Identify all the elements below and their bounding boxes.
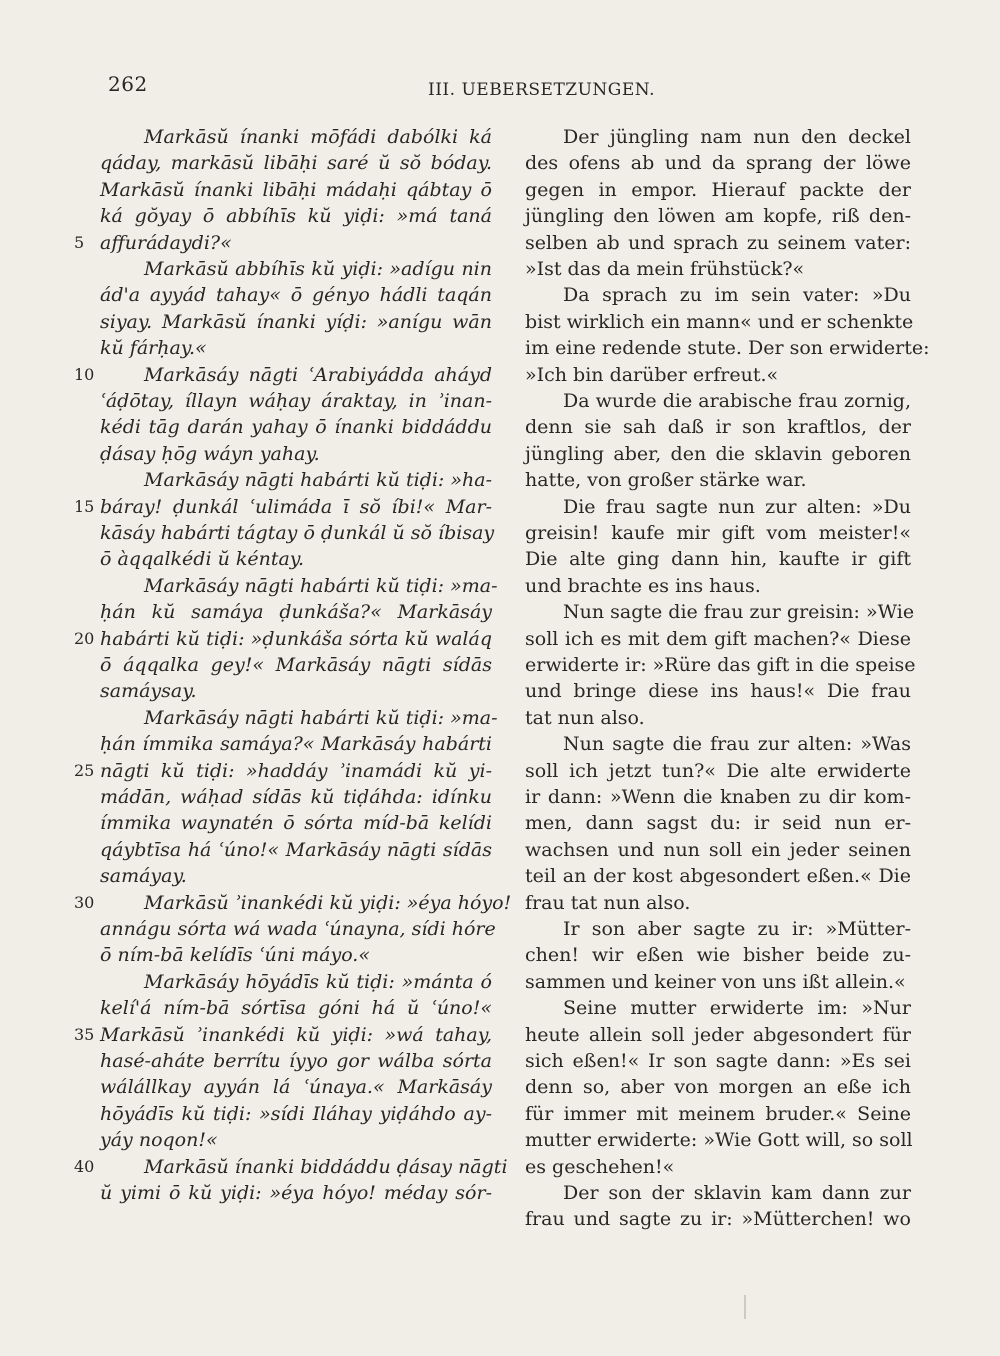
line-number: 5 [74,232,85,252]
somali-text-line: Markāsŭ ʾinankédi kŭ yiḍi: »éya hóyo! [144,891,512,914]
somali-text-line: ō ním-bā kelídīs ʿúni máyo.« [100,944,370,967]
somali-text-line: Markāsáy nāgti habárti kŭ tiḍi: »ma- [144,706,498,729]
german-text-line: Die frau sagte nun zur alten: »Du [563,495,911,518]
german-text-line: jüngling den löwen am kopfe, riß den- [525,205,911,228]
somali-text-line: hasé-aháte berrítu íyyo gor wálba sórta [100,1050,492,1072]
somali-text-line: Markāsŭ ínanki biddáddu ḍásay nāgti [144,1155,508,1178]
somali-text-line: kāsáy habárti tágtay ō ḍunkál ŭ sŏ íbisay [100,522,495,544]
german-text-line: wachsen und nun soll ein jeder seinen [525,838,911,861]
german-text-line: mutter erwiderte: »Wie Gott will, so soll [525,1129,913,1152]
somali-text-line: mádān, wáḥad sídās kŭ tiḍáhda: idínku [100,786,492,808]
german-text-line: frau und sagte zu ir: »Mütterchen! wo [525,1208,911,1231]
german-text-line: des ofens ab und da sprang der löwe [525,152,911,175]
german-text-line: Da wurde die arabische frau zornig, [563,390,911,412]
somali-text-line: Markāsŭ ʾinankédi kŭ yiḍi: »wá tahay, [100,1023,492,1046]
german-text-line: denn sie sah daß ir son kraftlos, der [525,416,911,439]
somali-text-line: Markāsŭ ínanki libāḥi mádaḥi qábtay ō [100,178,492,201]
german-text-line: Da sprach zu im sein vater: »Du [563,284,911,307]
german-text-line: »Ich bin darüber erfreut.« [525,363,779,386]
german-text-line: heute allein soll jeder abgesondert für [525,1023,911,1046]
german-text-line: chen! wir eßen wie bisher beide zu- [525,944,911,967]
somali-text-line: ká gŏyay ō abbíhīs kŭ yiḍi: »má taná [100,205,492,228]
somali-text-line: Markāsŭ ínanki mōfádi dabólki ká [144,126,492,148]
german-text-line: soll ich jetzt tun?« Die alte erwiderte [525,759,911,782]
page-speck [744,1295,746,1319]
german-text-line: Nun sagte die frau zur alten: »Was [563,733,911,756]
german-text-line: Der jüngling nam nun den deckel [563,126,911,148]
somali-text-line: kŭ fárḥay.« [100,337,207,360]
german-text-line: jüngling aber, den die sklavin geboren [525,442,911,465]
somali-text-line: nāgti kŭ tiḍi: »haddáy ʾinamádi kŭ yi- [100,759,492,782]
german-text-line: und brachte es ins haus. [525,574,761,597]
german-text-line: denn so, aber von morgen an eße ich [525,1076,911,1099]
somali-text-line: ō àqqalkédi ŭ kéntay. [100,548,305,571]
somali-text-line: yáy noqon!« [100,1129,218,1152]
somali-text-line: Markāsŭ abbíhīs kŭ yiḍi: »adígu nin [144,258,492,280]
somali-text-line: ḥán ímmika samáya?« Markāsáy habárti [100,733,492,756]
somali-text-line: ád'a ayyád tahay« ō gényo hádli taqán [100,284,492,307]
somali-text-line: Markāsáy nāgti habárti kŭ tiḍi: »ma- [144,574,498,597]
german-text-line: im eine redende stute. Der son erwiderte: [525,337,930,360]
german-text-line: teil an der kost abgesondert eßen.« Die [525,865,911,888]
somali-text-line: Markāsáy hōyádīs kŭ tiḍi: »mánta ó [144,970,492,993]
german-text-line: frau tat nun also. [525,891,691,914]
somali-text-line: ímmika waynatén ō sórta míd-bā kelídi [100,812,492,835]
somali-text-line: ḥán kŭ samáya ḍunkáša?« Markāsáy [100,601,492,624]
line-number: 20 [74,628,95,648]
german-text-line: greisin! kaufe mir gift vom meister!« [525,522,911,544]
somali-text-line: kédi tāg darán yahay ō ínanki biddáddu [100,416,492,439]
german-text-line: selben ab und sprach zu seinem vater: [525,231,911,254]
somali-text-line: ḍásay ḥōg wáyn yahay. [100,442,320,465]
german-text-line: sich eßen!« Ir son sagte dann: »Es sei [525,1050,911,1072]
somali-text-line: ʿáḍōtay, íllayn wáḥay áraktay, in ʾinan- [100,390,492,412]
somali-text-line: samáysay. [100,680,197,703]
line-number: 30 [74,892,95,912]
german-text-line: soll ich es mit dem gift machen?« Diese [525,627,911,650]
somali-text-line: samáyay. [100,865,187,888]
german-text-line: »Ist das da mein frühstück?« [525,258,805,280]
german-text-line: tat nun also. [525,706,645,729]
german-text-line: es geschehen!« [525,1155,675,1178]
somali-text-line: ŭ yimi ō kŭ yiḍi: »éya hóyo! méday sór- [100,1182,492,1204]
somali-text-line: qáybtīsa há ʿúno!« Markāsáy nāgti sídās [100,838,492,861]
somali-text-line: Markāsáy nāgti habárti kŭ tiḍi: »ha- [144,469,492,492]
line-number: 35 [74,1024,95,1044]
german-text-line: Nun sagte die frau zur greisin: »Wie [563,601,915,624]
running-head: III. UEBERSETZUNGEN. [428,80,655,100]
german-text-line: men, dann sagst du: ir seid nun er- [525,812,911,835]
somali-text-line: báray! ḍunkál ʿulimáda ī sŏ íbi!« Mar- [100,495,492,518]
german-text-line: Der son der sklavin kam dann zur [563,1182,911,1204]
german-text-line: sammen und keiner von uns ißt allein.« [525,970,906,993]
line-number: 40 [74,1156,95,1176]
somali-text-line: siyay. Markāsŭ ínanki yíḍi: »anígu wān [100,310,492,333]
line-number: 10 [74,364,95,384]
german-text-line: bist wirklich ein mann« und er schenkte [525,310,914,333]
somali-text-line: affurádaydi?« [100,231,232,254]
somali-text-line: wálállkay ayyán lá ʿúnaya.« Markāsáy [100,1076,492,1099]
german-text-line: erwiderte ir: »Rüre das gift in die speise [525,654,916,676]
german-text-line: Ir son aber sagte zu ir: »Mütter- [563,918,911,940]
german-text-line: für immer mit meinem bruder.« Seine [525,1102,911,1125]
somali-text-line: ō áqqalka gey!« Markāsáy nāgti sídās [100,654,492,676]
somali-text-line: annágu sórta wá wada ʿúnayna, sídi hóre [100,918,496,940]
line-number: 25 [74,760,95,780]
german-text-line: gegen in empor. Hierauf packte der [525,178,911,201]
german-text-line: ir dann: »Wenn die knaben zu dir kom- [525,786,911,808]
german-text-line: und bringe diese ins haus!« Die frau [525,680,911,703]
somali-text-line: Markāsáy nāgti ʿArabiyádda aháyd [144,363,492,386]
german-text-line: Die alte ging dann hin, kaufte ir gift [525,548,911,571]
somali-text-line: qáday, markāsŭ libāḥi saré ŭ sŏ bóday. [100,152,492,175]
german-text-line: hatte, von großer stärke war. [525,469,807,492]
somali-text-line: hōyádīs kŭ tiḍi: »sídi Iláhay yiḍáhdo ay- [100,1102,492,1125]
german-text-line: Seine mutter erwiderte im: »Nur [563,997,911,1020]
somali-text-line: habárti kŭ tiḍi: »ḍunkáša sórta kŭ waláq [100,627,492,650]
somali-text-line: kelí'á ním-bā sórtīsa góni há ŭ ʿúno!« [100,997,492,1020]
page-number: 262 [108,72,148,96]
line-number: 15 [74,496,95,516]
